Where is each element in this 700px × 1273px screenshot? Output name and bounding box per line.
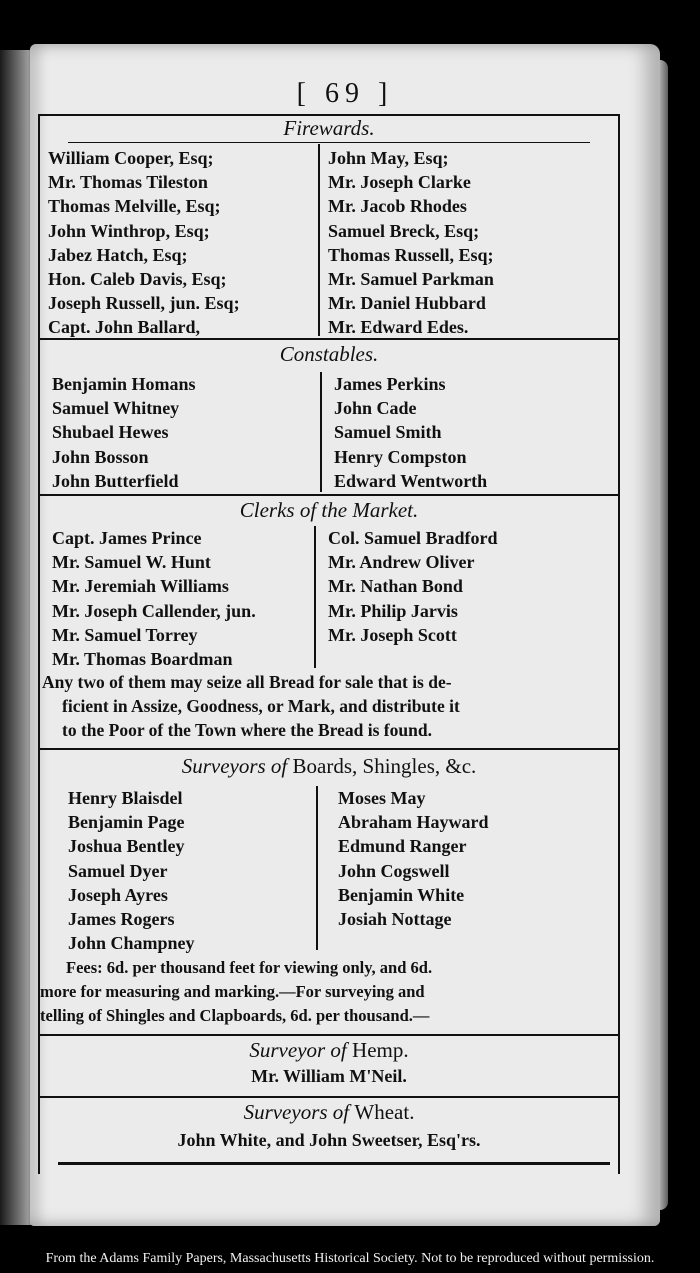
list-item: Mr. Joseph Clarke — [328, 172, 471, 193]
list-item: Capt. John Ballard, — [48, 317, 201, 338]
clerks-note — [38, 670, 620, 742]
list-item: Mr. Joseph Scott — [328, 624, 457, 645]
list-item: Shubael Hewes — [52, 422, 169, 443]
list-item: Moses May — [338, 788, 426, 808]
title-italic: Surveyors of — [243, 1100, 350, 1124]
list-item: Mr. Thomas Tileston — [48, 172, 208, 193]
list-item: John Bosson — [52, 446, 149, 467]
list-item: James Perkins — [334, 374, 446, 394]
surveyor-hemp-name: Mr. William M'Neil. — [251, 1066, 407, 1086]
clerks-title: Clerks of the Market. — [239, 498, 419, 522]
list-item: Abraham Hayward — [338, 812, 489, 833]
constables-left-column — [52, 372, 196, 493]
firewards-title: Firewards. — [283, 116, 375, 140]
note-line: to the Poor of the Town where the Bread is found. — [62, 720, 432, 740]
note-line: Fees: 6d. per thousand feet for viewing only, and 6d. — [66, 958, 433, 977]
surveyors-wheat-names: John White, and John Sweetser, Esq'rs. — [177, 1130, 481, 1150]
list-item: John Cogswell — [338, 860, 450, 881]
note-line: ficient in Assize, Goodness, or Mark, and distribute it — [62, 696, 460, 716]
section-rule — [38, 1096, 620, 1098]
note-line: more for measuring and marking.—For surveying and — [40, 982, 425, 1001]
list-item: Henry Compston — [334, 446, 467, 467]
list-item: Samuel Whitney — [52, 398, 180, 419]
title-roman: Wheat. — [354, 1100, 415, 1124]
list-item: Thomas Russell, Esq; — [328, 244, 494, 265]
list-item: Benjamin Page — [68, 812, 185, 833]
list-item: Mr. Samuel Parkman — [328, 268, 494, 289]
list-item: William Cooper, Esq; — [48, 148, 214, 168]
note-line: Any two of them may seize all Bread for sale that is de- — [42, 672, 452, 692]
permission-caption: From the Adams Family Papers, Massachusetts Historical Society. Not to be reproduced without permission. — [45, 1251, 655, 1266]
list-item: Capt. James Prince — [52, 528, 202, 548]
firewards-title-rule — [68, 142, 590, 143]
list-item: Edmund Ranger — [338, 836, 467, 857]
section-rule — [38, 338, 620, 340]
title-roman: Boards, Shingles, &c. — [292, 754, 477, 778]
list-item: John Cade — [334, 398, 417, 419]
fees-note — [38, 956, 620, 1028]
list-item: Mr. Nathan Bond — [328, 576, 463, 597]
clerks-right-column — [328, 526, 498, 647]
list-item: Mr. Edward Edes. — [328, 317, 469, 338]
list-item: Mr. Daniel Hubbard — [328, 293, 486, 314]
surveyors-boards-title — [38, 754, 620, 779]
list-item: Henry Blaisdel — [68, 788, 183, 808]
surveyors-boards-right-column — [338, 786, 489, 931]
list-item: Mr. Joseph Callender, jun. — [52, 600, 256, 621]
list-item: Mr. Jeremiah Williams — [52, 576, 229, 597]
list-item: Mr. Samuel W. Hunt — [52, 552, 211, 573]
firewards-right-column — [328, 146, 494, 340]
list-item: John May, Esq; — [328, 148, 449, 168]
list-item: Col. Samuel Bradford — [328, 528, 498, 548]
list-item: Mr. Andrew Oliver — [328, 552, 475, 573]
note-line: telling of Shingles and Clapboards, 6d. per thousand.— — [40, 1006, 430, 1025]
title-italic: Surveyor of — [249, 1038, 347, 1062]
list-item: Samuel Dyer — [68, 860, 168, 881]
surveyors-wheat-title — [38, 1100, 620, 1125]
clerks-divider — [314, 526, 316, 668]
list-item: Mr. Jacob Rhodes — [328, 196, 467, 217]
list-item: John Champney — [68, 933, 195, 954]
list-item: Samuel Breck, Esq; — [328, 220, 480, 241]
list-item: Hon. Caleb Davis, Esq; — [48, 268, 227, 289]
bottom-rule — [58, 1162, 610, 1165]
constables-right-column — [334, 372, 487, 493]
firewards-left-column — [48, 146, 240, 340]
page-number: [ 69 ] — [296, 78, 394, 109]
list-item: Jabez Hatch, Esq; — [48, 244, 188, 265]
list-item: Edward Wentworth — [334, 470, 488, 491]
list-item: James Rogers — [68, 908, 175, 929]
title-italic: Surveyors of — [181, 754, 288, 778]
page-frame — [38, 114, 620, 1204]
surveyor-hemp-title — [38, 1038, 620, 1063]
almanac-page — [30, 44, 660, 1226]
section-rule — [38, 494, 620, 496]
section-rule — [38, 1034, 620, 1036]
list-item: Josiah Nottage — [338, 908, 452, 929]
list-item: Thomas Melville, Esq; — [48, 196, 221, 217]
list-item: Benjamin White — [338, 884, 465, 905]
list-item: Mr. Thomas Boardman — [52, 648, 233, 669]
list-item: Mr. Philip Jarvis — [328, 600, 458, 621]
list-item: John Winthrop, Esq; — [48, 220, 210, 241]
constables-divider — [320, 372, 322, 492]
list-item: John Butterfield — [52, 470, 179, 491]
list-item: Joshua Bentley — [68, 836, 185, 857]
surveyors-boards-divider — [316, 786, 318, 950]
constables-title: Constables. — [279, 342, 379, 366]
surveyors-boards-left-column — [68, 786, 195, 955]
list-item: Benjamin Homans — [52, 374, 196, 394]
firewards-divider — [318, 144, 320, 336]
clerks-left-column — [52, 526, 256, 671]
title-roman: Hemp. — [352, 1038, 409, 1062]
list-item: Samuel Smith — [334, 422, 442, 443]
list-item: Mr. Samuel Torrey — [52, 624, 198, 645]
list-item: Joseph Ayres — [68, 884, 168, 905]
section-rule — [38, 748, 620, 750]
list-item: Joseph Russell, jun. Esq; — [48, 293, 240, 314]
